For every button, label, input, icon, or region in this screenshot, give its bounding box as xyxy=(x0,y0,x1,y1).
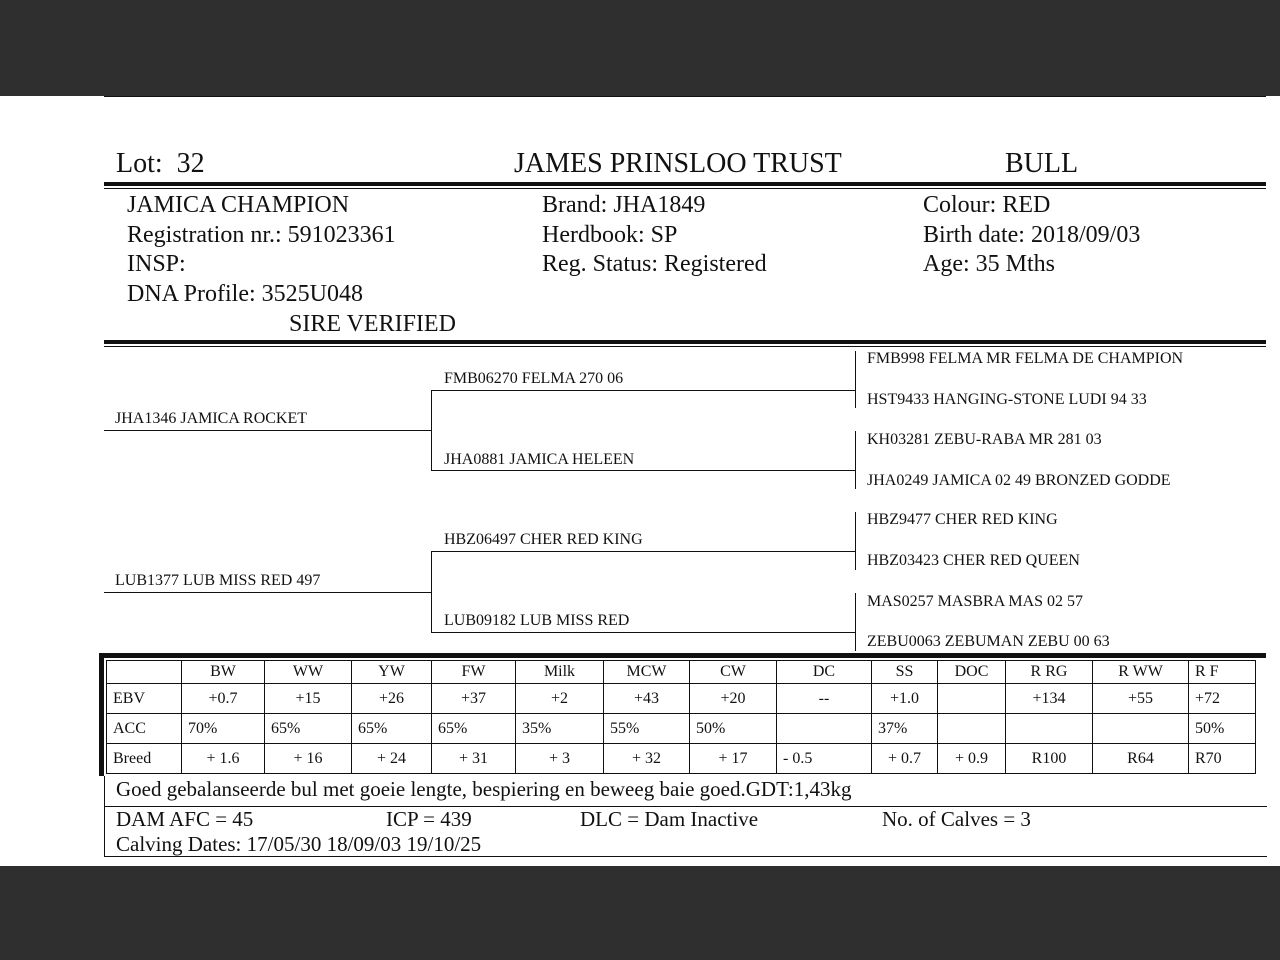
herdbook: Herdbook: SP xyxy=(542,222,678,248)
ebv-cell: + 3 xyxy=(516,744,604,774)
pedigree-ggp: ZEBU0063 ZEBUMAN ZEBU 00 63 xyxy=(867,633,1110,650)
ggp-bracket-1 xyxy=(855,351,856,408)
ebv-cell: 65% xyxy=(265,714,352,744)
pedigree-ggp: HBZ03423 CHER RED QUEEN xyxy=(867,552,1080,569)
ebv-cell: +55 xyxy=(1093,684,1189,714)
pedigree-ggp: FMB998 FELMA MR FELMA DE CHAMPION xyxy=(867,350,1184,367)
ebv-cell: + 16 xyxy=(265,744,352,774)
comment-text: Goed gebalanseerde bul met goeie lengte, bespiering en beweeg baie goed.GDT:1,43kg xyxy=(116,777,852,801)
ebv-header-cell: WW xyxy=(265,661,352,684)
pedigree-sire: JHA1346 JAMICA ROCKET xyxy=(115,410,308,427)
ebv-cell: R100 xyxy=(1006,744,1093,774)
dam-sire-line xyxy=(431,551,855,552)
ebv-header-cell: R RG xyxy=(1006,661,1093,684)
ebv-header-cell: FW xyxy=(432,661,516,684)
ebv-header-cell: R WW xyxy=(1093,661,1189,684)
sire-sire-line xyxy=(431,390,855,391)
ebv-cell: + 32 xyxy=(604,744,690,774)
lot-label: Lot: 32 xyxy=(116,148,205,179)
acc-row xyxy=(107,714,1256,744)
lot-number: 32 xyxy=(176,148,205,179)
insp-field: INSP: xyxy=(127,251,186,277)
lot-page xyxy=(0,96,1280,866)
ebv-header-cell: YW xyxy=(352,661,432,684)
ebv-header-cell: CW xyxy=(690,661,777,684)
pedigree-rule-thin xyxy=(104,346,1266,347)
registration-status: Reg. Status: Registered xyxy=(542,251,767,277)
sire-verified: SIRE VERIFIED xyxy=(289,311,456,337)
dna-profile: DNA Profile: 3525U048 xyxy=(127,281,363,307)
ebv-header-cell xyxy=(107,661,182,684)
pedigree-sire-dam: JHA0881 JAMICA HELEEN xyxy=(444,451,635,468)
ebv-cell: 37% xyxy=(872,714,938,744)
pedigree-dam: LUB1377 LUB MISS RED 497 xyxy=(115,572,321,589)
dam-icp: ICP = 439 xyxy=(386,807,472,831)
registration-number: Registration nr.: 591023361 xyxy=(127,222,396,248)
ebv-cell: + 0.9 xyxy=(938,744,1006,774)
dam-dam-line xyxy=(431,632,855,633)
ebv-cell: + 24 xyxy=(352,744,432,774)
sire-line xyxy=(104,430,431,431)
ebv-header-row xyxy=(107,661,1256,684)
colour: Colour: RED xyxy=(923,192,1051,218)
ebv-cell: +37 xyxy=(432,684,516,714)
ebv-header-cell: Milk xyxy=(516,661,604,684)
ebv-rule-top xyxy=(99,653,1266,658)
pedigree-ggp: HBZ9477 CHER RED KING xyxy=(867,511,1058,528)
ebv-cell: - 0.5 xyxy=(777,744,872,774)
header-rule-thick xyxy=(104,182,1266,186)
viewer-bottom-bar xyxy=(0,866,1280,960)
seller-name: JAMES PRINSLOO TRUST xyxy=(514,148,842,179)
ebv-cell: 70% xyxy=(182,714,265,744)
ebv-cell: R64 xyxy=(1093,744,1189,774)
ggp-bracket-3 xyxy=(855,512,856,570)
dam-afc: DAM AFC = 45 xyxy=(116,807,254,831)
ebv-cell xyxy=(938,714,1006,744)
top-rule xyxy=(104,96,1266,97)
viewer-top-bar xyxy=(0,0,1280,96)
dam-info-box xyxy=(104,806,1267,857)
ebv-cell: -- xyxy=(777,684,872,714)
ebv-cell xyxy=(1006,714,1093,744)
dam-calves: No. of Calves = 3 xyxy=(882,807,1031,831)
ebv-cell: + 1.6 xyxy=(182,744,265,774)
comment-box xyxy=(104,776,1267,807)
ebv-cell: R70 xyxy=(1189,744,1256,774)
ebv-cell: +2 xyxy=(516,684,604,714)
ebv-cell: +43 xyxy=(604,684,690,714)
ggp-bracket-4 xyxy=(855,593,856,651)
ebv-cell: 50% xyxy=(690,714,777,744)
sire-bracket xyxy=(431,390,432,471)
pedigree-ggp: HST9433 HANGING-STONE LUDI 94 33 xyxy=(867,391,1147,408)
ebv-header-cell: DOC xyxy=(938,661,1006,684)
ebv-cell: +72 xyxy=(1189,684,1256,714)
ebv-cell: 65% xyxy=(352,714,432,744)
ggp-bracket-2 xyxy=(855,431,856,489)
ebv-cell xyxy=(777,714,872,744)
ebv-cell xyxy=(938,684,1006,714)
ebv-cell: + 0.7 xyxy=(872,744,938,774)
ebv-cell xyxy=(1093,714,1189,744)
pedigree-sire-sire: FMB06270 FELMA 270 06 xyxy=(444,370,624,387)
ebv-cell: +134 xyxy=(1006,684,1093,714)
sire-dam-line xyxy=(431,470,855,471)
pedigree-ggp: KH03281 ZEBU-RABA MR 281 03 xyxy=(867,431,1102,448)
ebv-cell: 65% xyxy=(432,714,516,744)
ebv-row-label: Breed xyxy=(107,744,182,774)
dam-line xyxy=(104,592,431,593)
ebv-header-cell: SS xyxy=(872,661,938,684)
ebv-cell: +26 xyxy=(352,684,432,714)
pedigree-ggp: MAS0257 MASBRA MAS 02 57 xyxy=(867,593,1084,610)
ebv-row xyxy=(107,684,1256,714)
ebv-header-cell: MCW xyxy=(604,661,690,684)
ebv-rule-left xyxy=(99,653,104,776)
pedigree-dam-dam: LUB09182 LUB MISS RED xyxy=(444,612,630,629)
breed-row xyxy=(107,744,1256,774)
header-rule-thin xyxy=(104,188,1266,189)
pedigree-rule-thick xyxy=(104,340,1266,344)
dam-bracket xyxy=(431,551,432,632)
ebv-cell: +15 xyxy=(265,684,352,714)
ebv-cell: +20 xyxy=(690,684,777,714)
pedigree-ggp: JHA0249 JAMICA 02 49 BRONZED GODDE xyxy=(867,472,1171,489)
ebv-cell: +1.0 xyxy=(872,684,938,714)
ebv-cell: 55% xyxy=(604,714,690,744)
ebv-cell: 35% xyxy=(516,714,604,744)
ebv-header-cell: DC xyxy=(777,661,872,684)
ebv-cell: 50% xyxy=(1189,714,1256,744)
dam-dlc: DLC = Dam Inactive xyxy=(580,807,759,831)
brand: Brand: JHA1849 xyxy=(542,192,706,218)
birth-date: Birth date: 2018/09/03 xyxy=(923,222,1141,248)
ebv-cell: + 17 xyxy=(690,744,777,774)
ebv-row-label: ACC xyxy=(107,714,182,744)
ebv-cell: + 31 xyxy=(432,744,516,774)
ebv-table xyxy=(106,660,1256,774)
age: Age: 35 Mths xyxy=(923,251,1055,277)
ebv-row-label: EBV xyxy=(107,684,182,714)
ebv-header-cell: BW xyxy=(182,661,265,684)
animal-name: JAMICA CHAMPION xyxy=(127,192,350,218)
animal-sex: BULL xyxy=(1005,148,1079,179)
ebv-cell: +0.7 xyxy=(182,684,265,714)
calving-dates: Calving Dates: 17/05/30 18/09/03 19/10/25 xyxy=(116,832,482,856)
ebv-header-cell: R F xyxy=(1189,661,1256,684)
pedigree-dam-sire: HBZ06497 CHER RED KING xyxy=(444,531,643,548)
